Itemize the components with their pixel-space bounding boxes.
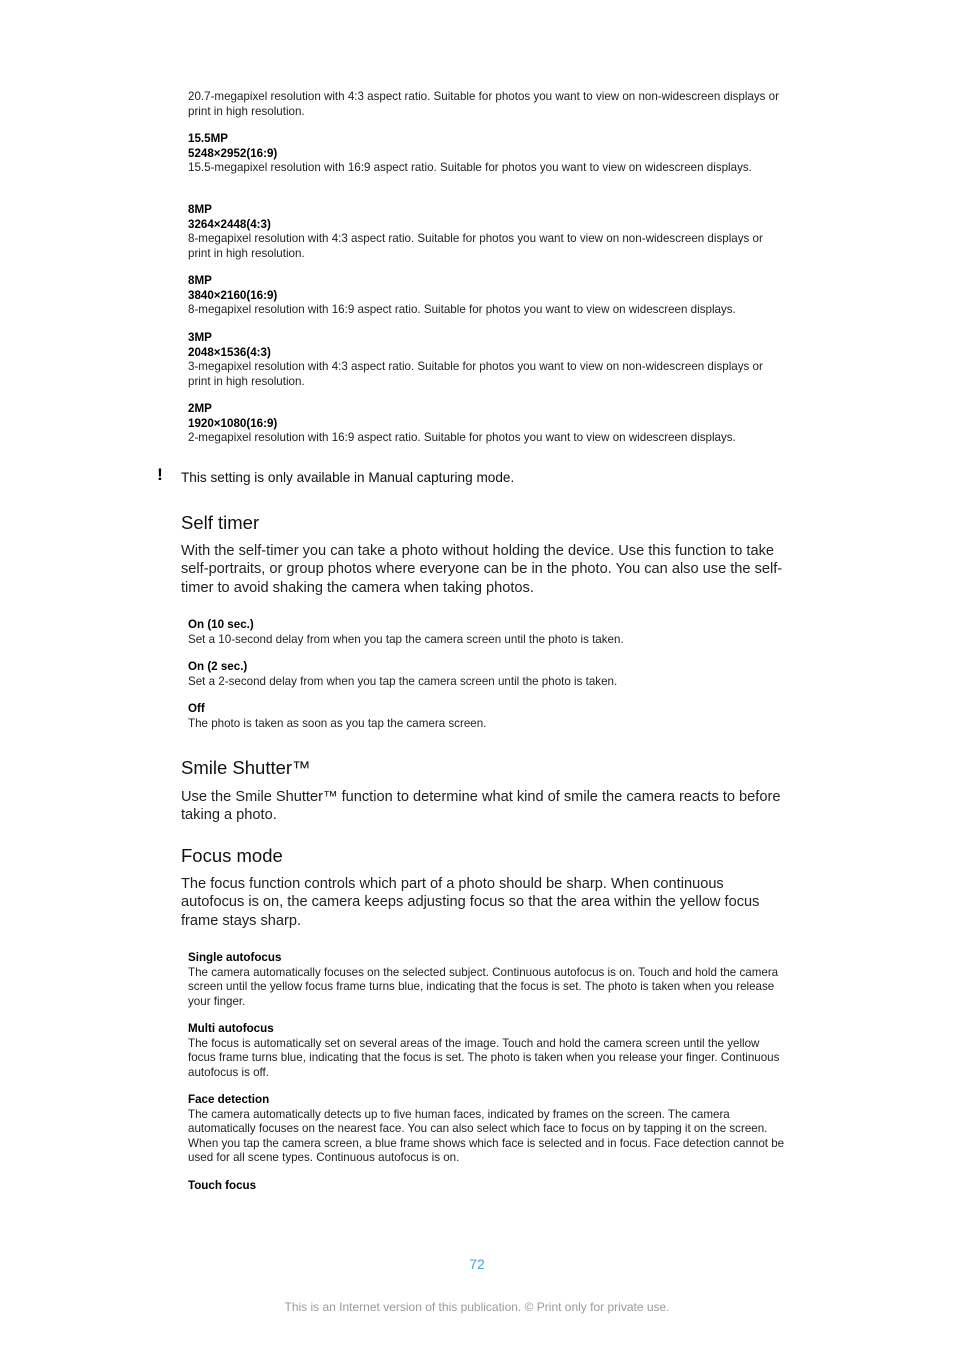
resolution-option-8mp-16-9 <box>188 274 788 318</box>
smile-shutter-body: Use the Smile Shutter™ function to determine what kind of smile the camera reacts to before taking a photo. <box>181 789 781 824</box>
option-desc: The focus is automatically set on several areas of the image. Touch and hold the camera screen until the yellow focus frame turns blue, indicating that the focus is set. The photo is taken when you release your finger. Continuous autofocus is off. <box>188 1036 780 1079</box>
exclamation-icon: ! <box>157 465 163 484</box>
smile-shutter-heading: Smile Shutter™ <box>181 757 311 778</box>
resolution-desc: 8-megapixel resolution with 16:9 aspect ratio. Suitable for photos you want to view on widescreen displays. <box>188 303 736 317</box>
resolution-desc: 20.7-megapixel resolution with 4:3 aspect ratio. Suitable for photos you want to view on non-widescreen displays or print in high resolution. <box>188 90 779 118</box>
option-desc: Set a 10-second delay from when you tap the camera screen until the photo is taken. <box>188 632 624 646</box>
resolution-option-15mp <box>188 132 788 176</box>
focus-option-face-detection <box>188 1093 788 1166</box>
option-title: On (10 sec.) <box>188 618 254 631</box>
footer-note: This is an Internet version of this publication. © Print only for private use. <box>284 1300 670 1314</box>
option-title: Multi autofocus <box>188 1022 274 1035</box>
option-desc: The camera automatically focuses on the selected subject. Continuous autofocus is on. Touch and hold the camera screen until the yellow focus frame turns blue, indicating that the focus is set. The photo is taken when you release your finger. <box>188 965 779 1008</box>
option-title: Face detection <box>188 1093 270 1106</box>
resolution-option-8mp-4-3 <box>188 203 788 261</box>
resolution-title: 8MP <box>188 203 212 216</box>
resolution-title: 3MP <box>188 331 212 344</box>
resolution-title: 2MP <box>188 402 212 415</box>
resolution-desc: 15.5-megapixel resolution with 16:9 aspect ratio. Suitable for photos you want to view on widescreen displays. <box>188 161 752 175</box>
focus-mode-body: The focus function controls which part of a photo should be sharp. When continuous autofocus is on, the camera keeps adjusting focus so that the area within the yellow focus frame stays sharp. <box>181 876 760 929</box>
option-title: On (2 sec.) <box>188 660 248 673</box>
resolution-desc: 8-megapixel resolution with 4:3 aspect ratio. Suitable for photos you want to view on non-widescreen displays or print in high resolution. <box>188 232 763 260</box>
option-desc: The camera automatically detects up to five human faces, indicated by frames on the screen. The camera automatically focuses on the nearest face. You can also select which face to focus on by tapping it on the screen. When you tap the camera screen, a blue frame shows which face is selected and in focus. Face detection cannot be used for all scene types. Continuous autofocus is on. <box>188 1107 785 1165</box>
self-timer-body: With the self-timer you can take a photo without holding the device. Use this function to take self-portraits, or group photos where everyone can be in the photo. You can also use the self-timer to avoid shaking the camera when taking photos. <box>181 543 783 596</box>
page-number: 72 <box>469 1256 485 1272</box>
self-timer-option-off <box>188 702 788 731</box>
self-timer-option-10sec <box>188 618 788 647</box>
option-title: Single autofocus <box>188 951 282 964</box>
resolution-size: 3264×2448(4:3) <box>188 217 271 231</box>
option-desc: The photo is taken as soon as you tap the camera screen. <box>188 716 487 730</box>
resolution-title: 15.5MP <box>188 132 228 145</box>
focus-mode-heading: Focus mode <box>181 845 283 866</box>
self-timer-option-2sec <box>188 660 788 689</box>
resolution-size: 1920×1080(16:9) <box>188 416 278 430</box>
focus-option-multi <box>188 1022 788 1080</box>
note-text: This setting is only available in Manual capturing mode. <box>181 470 515 485</box>
resolution-option-3mp <box>188 331 788 389</box>
resolution-option-20mp <box>188 90 788 119</box>
option-desc: Set a 2-second delay from when you tap the camera screen until the photo is taken. <box>188 674 618 688</box>
resolution-desc: 2-megapixel resolution with 16:9 aspect ratio. Suitable for photos you want to view on widescreen displays. <box>188 431 736 445</box>
resolution-option-2mp <box>188 402 788 446</box>
resolution-size: 2048×1536(4:3) <box>188 345 271 359</box>
resolution-title: 8MP <box>188 274 212 287</box>
resolution-desc: 3-megapixel resolution with 4:3 aspect ratio. Suitable for photos you want to view on non-widescreen displays or print in high resolution. <box>188 360 763 388</box>
option-title: Off <box>188 702 205 715</box>
focus-option-single <box>188 951 788 1009</box>
resolution-size: 5248×2952(16:9) <box>188 146 278 160</box>
resolution-size: 3840×2160(16:9) <box>188 288 278 302</box>
self-timer-heading: Self timer <box>181 512 260 533</box>
option-title: Touch focus <box>188 1179 257 1192</box>
focus-option-touch <box>188 1179 788 1194</box>
